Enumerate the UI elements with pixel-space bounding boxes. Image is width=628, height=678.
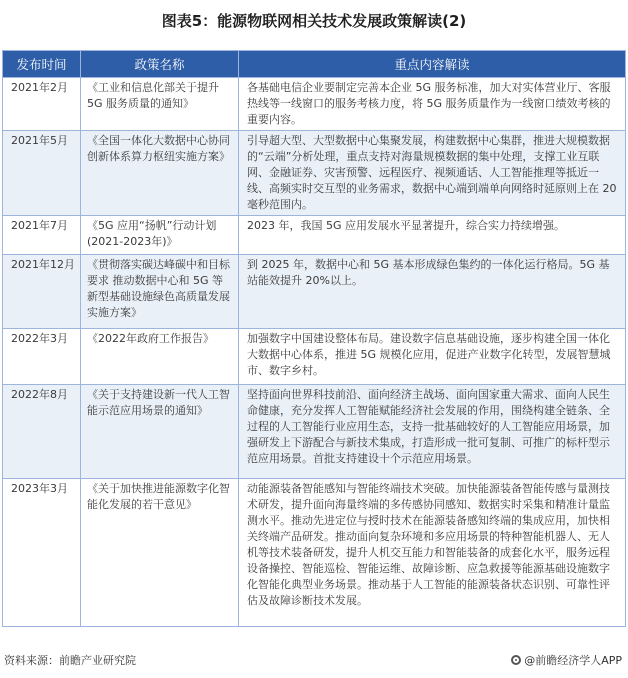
cell-date: 2022年3月 — [3, 329, 81, 385]
cell-date: 2023年3月 — [3, 479, 81, 627]
cell-key-content: 2023 年，我国 5G 应用发展水平显著提升，综合实力持续增强。 — [239, 216, 626, 255]
cell-key-content: 动能源装备智能感知与智能终端技术突破。加快能源装备智能传感与量测技术研发，提升面向海量终端的多传感协同感知、数据实时采集和精准计量监测水平。推动先进定位与授时技术在能源装备感知终端的集成应用，加快相关终端产品研发。推动面向复杂环境和多应用场景的特种智能机器人、无人机等技术装备研发，提升人机交互能力和智能装备的成套化水平，服务远程设备操控、智能巡检、智能运维、故障诊断、应急救援等能源基础设施数字化智能化典型业务场景。推动基于人工智能的能源装备状态识别、可靠性评估及故障诊断技术发展。 — [239, 479, 626, 627]
policy-table — [2, 50, 626, 627]
policy-table-container — [2, 50, 626, 627]
cell-policy-name: 《关于加快推进能源数字化智能化发展的若干意见》 — [81, 479, 239, 627]
table-row — [3, 385, 626, 479]
table-row — [3, 131, 626, 216]
table-row — [3, 216, 626, 255]
header-key-content: 重点内容解读 — [239, 51, 626, 78]
table-row — [3, 329, 626, 385]
cell-policy-name: 《全国一体化大数据中心协同创新体系算力枢纽实施方案》 — [81, 131, 239, 216]
cell-key-content: 到 2025 年，数据中心和 5G 基本形成绿色集约的一体化运行格局。5G 基站能效提升 20%以上。 — [239, 255, 626, 329]
header-date: 发布时间 — [3, 51, 81, 78]
cell-key-content: 坚持面向世界科技前沿、面向经济主战场、面向国家重大需求、面向人民生命健康，充分发挥人工智能赋能经济社会发展的作用，围绕构建全链条、全过程的人工智能行业应用生态，支持一批基础较好的人工智能应用场景，加强研发上下游配合与新技术集成，打造形成一批可复制、可推广的标杆型示范应用场景。首批支持建设十个示范应用场景。 — [239, 385, 626, 479]
table-row — [3, 78, 626, 131]
table-row — [3, 479, 626, 627]
cell-key-content: 加强数字中国建设整体布局。建设数字信息基础设施，逐步构建全国一体化大数据中心体系，推进 5G 规模化应用，促进产业数字化转型，发展智慧城市、数字乡村。 — [239, 329, 626, 385]
table-header-row — [3, 51, 626, 78]
cell-key-content: 各基础电信企业要制定完善本企业 5G 服务标准，加大对实体营业厅、客服热线等一线窗口的服务考核力度，将 5G 服务质量作为一线窗口绩效考核的重要内容。 — [239, 78, 626, 131]
table-row — [3, 255, 626, 329]
qianzhan-logo-icon — [511, 655, 521, 665]
cell-date: 2021年2月 — [3, 78, 81, 131]
brand-credit — [511, 652, 622, 668]
cell-policy-name: 《工业和信息化部关于提升 5G 服务质量的通知》 — [81, 78, 239, 131]
page-title: 图表5：能源物联网相关技术发展政策解读(2) — [161, 12, 467, 30]
cell-policy-name: 《5G 应用“扬帆”行动计划(2021-2023年)》 — [81, 216, 239, 255]
cell-key-content: 引导超大型、大型数据中心集聚发展，构建数据中心集群，推进大规模数据的“云端”分析处理，重点支持对海量规模数据的集中处理，支撑工业互联网、金融证券、灾害预警、远程医疗、视频通话、人工智能推理等抵近一线、高频实时交互型的业务需求，数据中心端到端单向网络时延原则上在 20 毫秒范围内。 — [239, 131, 626, 216]
cell-date: 2021年12月 — [3, 255, 81, 329]
cell-policy-name: 《贯彻落实碳达峰碳中和目标要求 推动数据中心和 5G 等新型基础设施绿色高质量发展实施方案》 — [81, 255, 239, 329]
cell-date: 2022年8月 — [3, 385, 81, 479]
source-note: 资料来源：前瞻产业研究院 — [4, 654, 136, 667]
cell-policy-name: 《2022年政府工作报告》 — [81, 329, 239, 385]
brand-label: @前瞻经济学人APP — [524, 654, 622, 667]
header-policy-name: 政策名称 — [81, 51, 239, 78]
cell-date: 2021年5月 — [3, 131, 81, 216]
cell-policy-name: 《关于支持建设新一代人工智能示范应用场景的通知》 — [81, 385, 239, 479]
cell-date: 2021年7月 — [3, 216, 81, 255]
